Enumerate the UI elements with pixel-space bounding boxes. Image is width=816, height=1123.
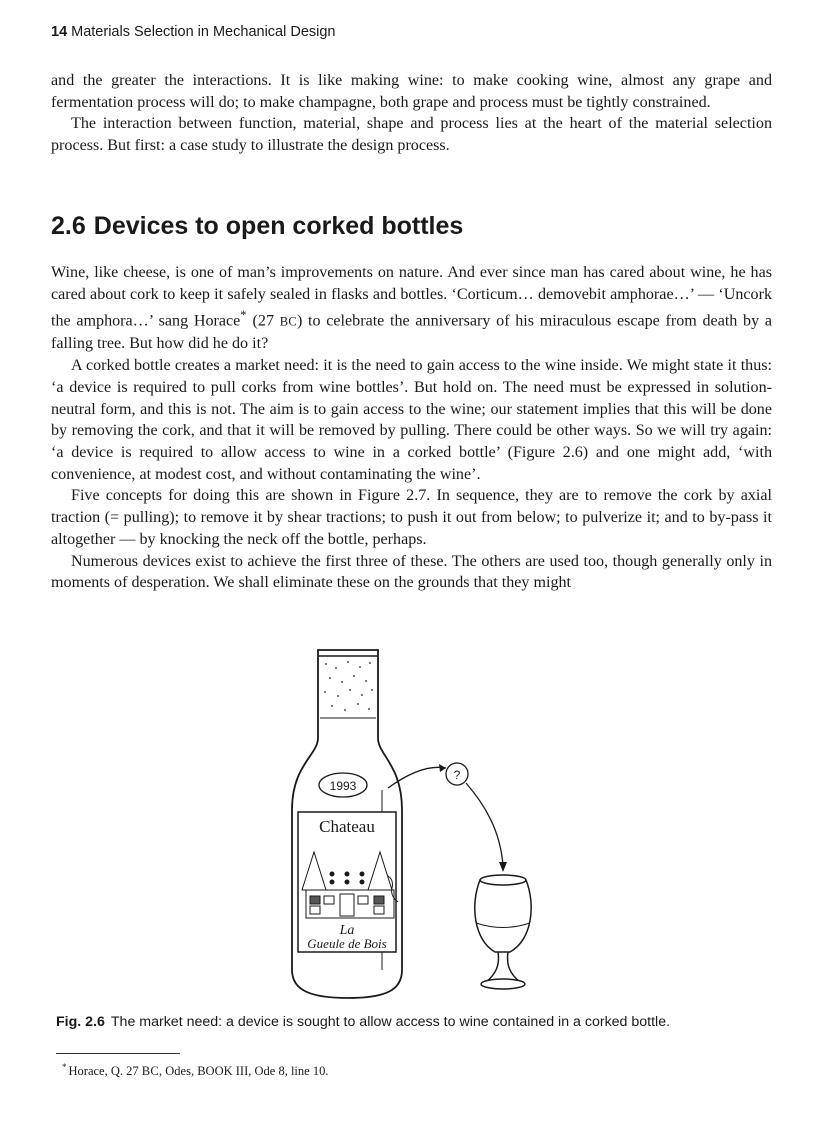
footnote-text: , Odes, BOOK III, Ode 8, line 10.: [159, 1064, 329, 1079]
label-la-text: La: [339, 923, 355, 938]
footnote: [62, 1062, 328, 1079]
section-number: 2.6: [51, 212, 86, 240]
section-paragraph-1: [51, 262, 772, 355]
figure-label: Fig. 2.6: [56, 1014, 105, 1030]
question-mark: ?: [453, 768, 461, 782]
footnote-text: Horace, Q. 27: [68, 1064, 142, 1079]
footnote-rule: [56, 1053, 180, 1054]
figure-caption: [56, 1014, 776, 1030]
era-abbreviation: BC: [141, 1064, 160, 1079]
section-title: Devices to open corked bottles: [93, 212, 464, 240]
footnote-marker: *: [62, 1062, 67, 1072]
section-paragraph-3: Five concepts for doing this are shown in Figure 2.7. In sequence, they are to remove the cork by axial traction (= pulling); to remove it by shear tractions; to push it out from below; to pulverize it; and to by-pass it altogether — by knocking the neck off the bottle, perhaps.: [51, 487, 772, 548]
section-text: [51, 262, 772, 594]
paragraph-text: ) to celebrate the anniversary of his miraculous escape from death by a falling tree. But how did he do it?: [51, 312, 772, 353]
arrowhead-icon: [439, 764, 446, 772]
intro-text: [51, 70, 772, 157]
arrowhead-icon: [499, 862, 507, 872]
label-gueule-text: Gueule de Bois: [307, 936, 387, 951]
section-heading: [51, 212, 463, 241]
label-chateau-text: Chateau: [319, 817, 375, 836]
arrow-to-glass-icon: [466, 783, 503, 865]
book-title: Materials Selection in Mechanical Design: [71, 24, 336, 40]
intro-paragraph-2: The interaction between function, material, shape and process lies at the heart of the material selection process. But first: a case study to illustrate the design process.: [51, 115, 772, 155]
caption-text: The market need: a device is sought to allow access to wine contained in a corked bottle.: [110, 1014, 671, 1030]
paragraph-text: Wine, like cheese, is one of man’s improvements on nature. And ever since man has cared about wine, he has cared about cork to keep it safely sealed in flasks and bottles. ‘Corticum… demovebit amphorae…’ — ‘Uncork the amphora…’ sang Horace: [51, 264, 772, 330]
paragraph-text: (27: [246, 312, 280, 330]
figure-illustration: [270, 640, 570, 1005]
figure-bottle-and-glass: [270, 640, 570, 1005]
section-paragraph-2: A corked bottle creates a market need: it is the need to gain access to the wine inside. We might state it thus: ‘a device is required to pull corks from wine bottles’. But hold on. The need must be expressed in solution-neutral form, and this is not. The aim is to gain access to the wine; our statement implies that this will be done by removing the cork, and that it will be removed by pulling. There could be other ways. So we will try again: ‘a device is required to allow access to wine in a corked bottle’ (Figure 2.6) and one might add, ‘with convenience, at modest cost, and without contaminating the wine’.: [51, 357, 772, 483]
wine-glass-icon: [475, 875, 531, 989]
running-head: [51, 24, 336, 40]
intro-paragraph-1: and the greater the interactions. It is like making wine: to make cooking wine, almost any grape and fermentation process will do; to make champagne, both grape and process must be tightly constrained.: [51, 72, 772, 111]
vintage-year: 1993: [329, 779, 357, 793]
era-abbreviation: BC: [279, 314, 297, 329]
section-paragraph-4: Numerous devices exist to achieve the first three of these. The others are used too, though generally only in moments of desperation. We shall eliminate these on the grounds that they might: [51, 552, 772, 592]
footnote-mark: *: [240, 308, 247, 323]
page-number: 14: [51, 24, 68, 40]
